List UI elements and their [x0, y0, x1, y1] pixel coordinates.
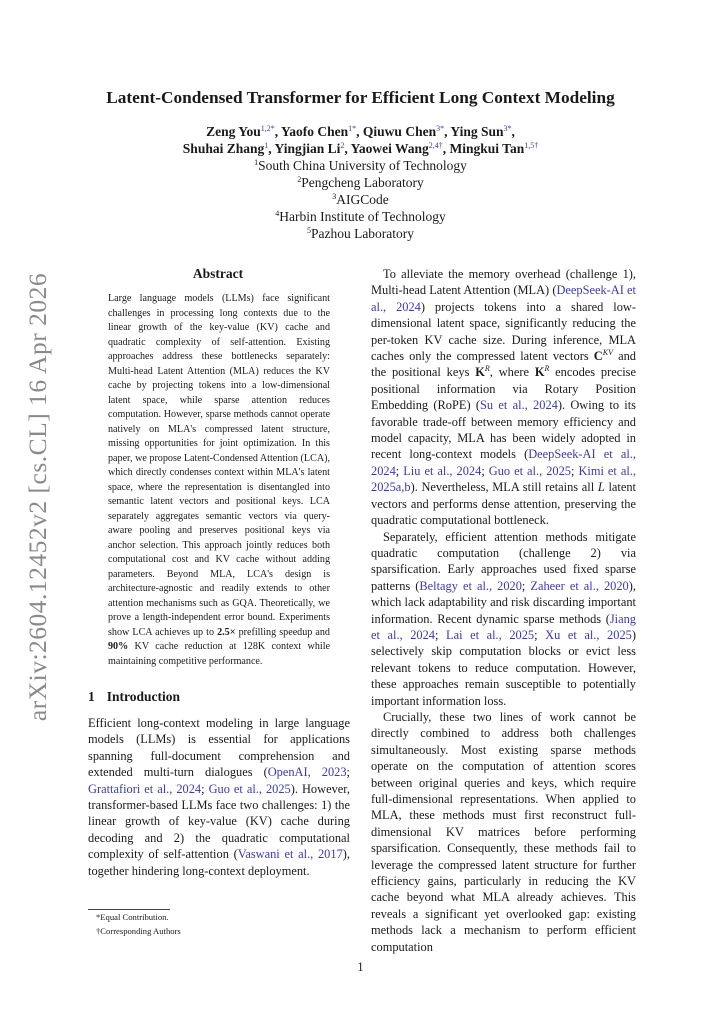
citation-link[interactable]: Vaswani et al., 2017 [237, 847, 343, 862]
author-affil: 1,5† [524, 140, 539, 150]
footnote-corresponding: †Corresponding Authors [96, 926, 181, 936]
intro-paragraph: Efficient long-context modeling in large language models (LLMs) is essential for applications spanning full-document comprehension and extended multi-turn dialogues (OpenAI, 2023; Grattafiori et al., 2024; Guo et al., 2025). However, transformer-based LLMs face two challenges: 1) the linear growth of key-value (KV) cache during decoding and 2) the quadratic computational complexity of self-attention (Vaswani et al., 2017), together hindering long-context deployment. [88, 716, 351, 878]
author-affil: 1 [264, 140, 269, 150]
citation-link[interactable]: Grattafiori et al., 2024 [88, 781, 202, 796]
page-number: 1 [357, 960, 364, 974]
paragraph-mla: To alleviate the memory overhead (challenge 1), Multi-head Latent Attention (MLA) (DeepSeek-AI et al., 2024) projects tokens into a shared low-dimensional latent space, significantly reducing the per-token KV cache size. During inference, MLA caches only the compressed latent vectors $C^{KV}$ and the positional keys $K^R$, where $K^R$ encodes precise positional information via Rotary Position Embedding (RoPE) (Su et al., 2024). Owing to its favorable trade-off between memory efficiency and model capacity, MLA has been widely adopted in recent long-context models (DeepSeek-AI et al., 2024; Liu et al., 2024; Guo et al., 2025; Kimi et al., 2025a,b). Nevertheless, MLA still retains all L latent vectors and performs dense attention, preserving the quadratic computational bottleneck. [371, 267, 637, 528]
author-name: Zeng You [206, 124, 261, 139]
citation-link[interactable]: Beltagy et al., 2020 [419, 578, 522, 593]
author-list [0, 124, 721, 157]
citation-link[interactable]: Zaheer et al., 2020 [530, 578, 629, 593]
author-affil: 2,4† [428, 140, 443, 150]
affiliation: $^2$Pengcheng Laboratory [297, 175, 424, 190]
citation-link[interactable]: OpenAI, 2023 [267, 765, 347, 780]
author-line-2: Shuhai Zhang$^1$, Yingjian Li$^2$, Yaowei Wang$^{2,4\dagger}$, Mingkui Tan$^{1,5\dagger}$ [182, 140, 539, 156]
paragraph-crucially: Crucially, these two lines of work cannot be directly combined to address both challenges simultaneously. Most existing sparse methods operate on the computation of attention scores between original queries and keys, which require full-dimensional representations. When applied to MLA, these methods must first reconstruct full-dimensional KV matrices before performing sparsification. Consequently, these methods fail to leverage the compressed latent structure for further efficiency gains, particularly in reducing the KV cache beyond what MLA already achieves. This reveals a significant yet overlooked gap: existing methods lack a mechanism to perform efficient computation [371, 709, 636, 954]
author-affil: 3* [436, 124, 445, 133]
paragraph-sparse: Separately, efficient attention methods mitigate quadratic computation (challenge 2) via sparsification. Early approaches used fixed sparse patterns (Beltagy et al., 2020; Zaheer et al., 2020), which lack adaptability and risk discarding important information. Recent dynamic sparse methods (Jiang et al., 2024; Lai et al., 2025; Xu et al., 2025) selectively skip computation blocks or evict less relevant tokens to reduce computation. However, these approaches remain susceptible to potentially important information loss. [371, 529, 636, 708]
citation-link[interactable]: DeepSeek-AI et al., 2024 [371, 283, 636, 314]
citation-link[interactable]: Guo et al., 2025 [208, 781, 291, 796]
citation-link[interactable]: DeepSeek-AI et al., 2024 [371, 447, 636, 478]
citation-link[interactable]: Liu et al., 2024 [403, 463, 482, 478]
author-line-1: Zeng You$^{1,2*}$, Yaofo Chen$^{1*}$, Qiuwu Chen$^{3*}$, Ying Sun$^{3*}$, [206, 124, 515, 139]
section-heading: 1 Introduction [88, 689, 181, 704]
affiliation-list [0, 157, 721, 242]
affiliation: $^5$Pazhou Laboratory [306, 226, 415, 241]
citation-link[interactable]: Xu et al., 2025 [545, 627, 632, 642]
author-affil: 3* [503, 124, 512, 133]
author-name: Yingjian Li [274, 140, 341, 156]
abstract-heading: Abstract [192, 266, 244, 281]
author-affil: 2 [340, 140, 345, 150]
affiliation: $^3$AIGCode [332, 192, 389, 207]
paper-title: Latent-Condensed Transformer for Efficient Long Context Modeling [106, 88, 615, 107]
author-name: Mingkui Tan [449, 140, 525, 156]
author-name: Ying Sun [450, 124, 504, 139]
author-name: Yaowei Wang [350, 140, 429, 156]
affiliation: $^4$Harbin Institute of Technology [275, 209, 446, 224]
author-affil: 1* [348, 124, 357, 133]
citation-link[interactable]: Kimi et al., 2025a,b [371, 463, 636, 495]
citation-link[interactable]: Su et al., 2024 [480, 398, 558, 413]
author-name: Yaofo Chen [281, 124, 349, 139]
right-column [371, 266, 636, 955]
arxiv-identifier: arXiv:2604.12452v2 [cs.CL] 16 Apr 2026 [23, 272, 52, 722]
footnote-equal-contribution: *Equal Contribution. [96, 912, 169, 922]
author-name: Qiuwu Chen [362, 124, 437, 139]
citation-link[interactable]: Guo et al., 2025 [488, 463, 571, 478]
abstract-body: Large language models (LLMs) face significant challenges in processing long contexts due to the linear growth of the key-value (KV) cache and quadratic complexity of self-attention. Existing approaches address these bottlenecks separately: Multi-head Latent Attention (MLA) reduces the KV cache by projecting tokens into a low-dimensional latent space, while sparse attention reduces computation. However, sparse methods cannot operate natively on MLA's compressed latent structure, missing opportunities for joint optimization. In this paper, we propose Latent-Condensed Attention (LCA), which directly condenses context within MLA's latent space, where the representation is disentangled into semantic latent vectors and positional keys. LCA separately aggregates semantic vectors via query-aware pooling and preserves positional keys via anchor selection. This approach jointly reduces both computational cost and KV cache without adding parameters. Beyond MLA, LCA's design is architecture-agnostic and readily extends to other attention mechanisms such as GQA. Theoretically, we prove a length-independent error bound. Experiments show LCA achieves up to 2.5× prefilling speedup and 90% KV cache reduction at 128K context while maintaining competitive performance. [108, 293, 330, 667]
footnote-rule [88, 909, 170, 910]
author-name: Shuhai Zhang [182, 140, 265, 156]
citation-link[interactable]: Lai et al., 2025 [446, 627, 535, 642]
affiliation: $^1$South China University of Technology [254, 158, 467, 173]
citation-link[interactable]: Jiang et al., 2024 [371, 611, 636, 642]
author-affil: 1,2* [260, 124, 275, 133]
